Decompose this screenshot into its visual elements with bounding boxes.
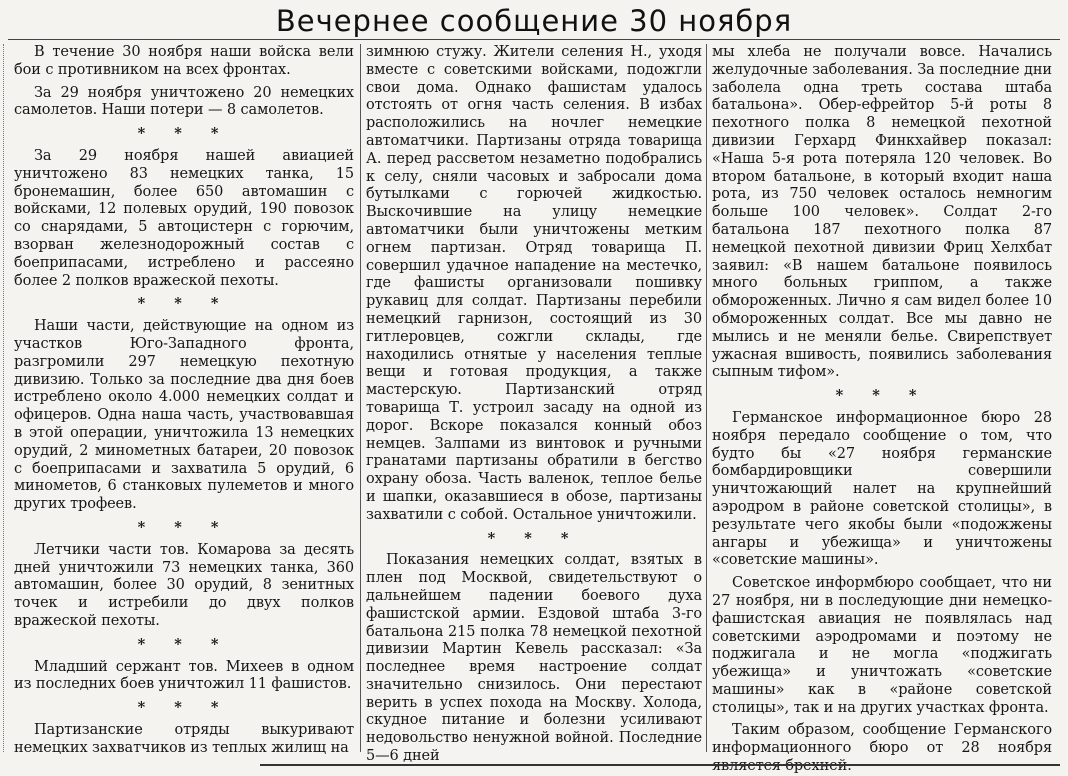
section-separator: * * * — [487, 529, 581, 547]
column-divider — [706, 44, 707, 752]
section-separator: * * * — [137, 699, 231, 717]
column-3 — [712, 44, 1052, 775]
section-separator: * * * — [835, 387, 929, 405]
column-2 — [366, 44, 702, 765]
paragraph: Младший сержант тов. Михеев в одном из последних боев уничтожил 11 фашистов. — [14, 658, 354, 693]
column-divider — [360, 44, 361, 752]
section-separator: * * * — [137, 295, 231, 313]
left-edge-rule — [3, 44, 4, 752]
section-separator: * * * — [137, 518, 231, 536]
paragraph: Партизанские отряды выкуривают немецких захватчиков из теплых жилищ на — [14, 721, 354, 756]
paragraph: Летчики части тов. Комарова за десять дней уничтожили 73 немецких танка, 360 автомашин, более 30 орудий, 8 зенитных точек и истребили до двух полков вражеской пехоты. — [14, 541, 354, 629]
title-rule — [8, 39, 1060, 40]
column-1 — [14, 44, 354, 760]
paragraph: зимнюю стужу. Жители селения Н., уходя вместе с советскими войсками, подожгли свои дома. Однако фашистам удалось отстоять от огня часть селения. В избах расположились на ночлег немецкие автоматчики. Партизаны отряда товарища А. перед рассветом незаметно подобрались к селу, сняли часовых и забросали дома бутылками с горючей жидкостью. Выскочившие на улицу немецкие автоматчики были уничтожены метким огнем партизан. Отряд товарища П. совершил удачное нападение на местечко, где фашисты организовали пошивку рукавиц для солдат. Партизаны перебили немецкий гарнизон, состоящий из 30 гитлеровцев, сожгли склады, где находились отнятые у населения теплые вещи и готовая продукция, а также мастерскую. Партизанский отряд товарища Т. устроил засаду на одной из дорог. Вскоре показался конный обоз немцев. Залпами из винтовок и ручными гранатами партизаны обратили в бегство охрану обоза. Часть валенок, теплое белье и шапки, оказавшиеся в обозе, партизаны захватили с собой. Остальное уничтожили. — [366, 44, 702, 523]
paragraph: Наши части, действующие на одном из участков Юго-Западного фронта, разгромили 297 немецкую пехотную дивизию. Только за последние два дня боев истреблено около 4.000 немецких солдат и офицеров. Одна наша часть, участвовавшая в этой операции, уничтожила 13 немецких орудий, 2 минометных батареи, 20 повозок с боеприпасами и захватила 5 орудий, 6 минометов, 6 станковых пулеметов и много других трофеев. — [14, 318, 354, 513]
page-title: Вечернее сообщение 30 ноября — [275, 4, 793, 38]
paragraph: За 29 ноября нашей авиацией уничтожено 83 немецких танка, 15 бронемашин, более 650 автомашин с войсками, 12 полевых орудий, 190 повозок со снарядами, 5 автоцистерн с горючим, взорван железнодорожный состав с боеприпасами, истреблено и рассеяно более 2 полков вражеской пехоты. — [14, 147, 354, 289]
paragraph: За 29 ноября уничтожено 20 немецких самолетов. Наши потери — 8 самолетов. — [14, 84, 354, 119]
paragraph: Таким образом, сообщение Германского информационного бюро от 28 ноября является брехней. — [712, 722, 1052, 775]
paragraph: Показания немецких солдат, взятых в плен под Москвой, свидетельствуют о дальнейшем падении боевого духа фашистской армии. Ездовой штаба 3-го батальона 215 полка 78 немецкой пехотной дивизии Мартин Кевель рассказал: «За последнее время настроение солдат значительно снизилось. Они перестают верить в успех похода на Москву. Холода, скудное питание и болезни усиливают недовольство ненужной войной. Последние 5—6 дней — [366, 552, 702, 765]
bottom-rule — [260, 764, 1060, 766]
paragraph: Германское информационное бюро 28 ноября передало сообщение о том, что будто бы «27 ноября германские бомбардировщики совершили уничтожающий налет на крупнейший аэродром в районе советской столицы», в результате чего якобы были «подожжены ангары и убежища» и уничтожены «советские машины». — [712, 409, 1052, 569]
paragraph: В течение 30 ноября наши войска вели бои с противником на всех фронтах. — [14, 44, 354, 78]
paragraph: Советское информбюро сообщает, что ни 27 ноября, ни в последующие дни немецко-фашистская авиация не появлялась над советскими аэродромами и поэтому не поджигала и не могла «поджигать убежища» и уничтожать «советские машины» как в «районе советской столицы», так и на других участках фронта. — [712, 575, 1052, 716]
paragraph: мы хлеба не получали вовсе. Начались желудочные заболевания. За последние дни заболела одна треть состава штаба батальона». Обер-ефрейтор 5-й роты 8 пехотного полка 8 немецкой пехотной дивизии Герхард Финкхайвер показал: «Наша 5-я рота потеряла 120 человек. Во втором батальоне, в который входит наша рота, из 750 человек осталось немногим больше 100 человек». Солдат 2-го батальона 187 пехотного полка 87 немецкой пехотной дивизии Фриц Хелхбат заявил: «В нашем батальоне появилось много больных гриппом, а также обмороженных. Лично я сам видел более 10 обмороженных солдат. Все мы давно не мылись и не меняли белье. Свирепствует ужасная вшивость, появились заболевания сыпным тифом». — [712, 44, 1052, 381]
section-separator: * * * — [137, 635, 231, 653]
section-separator: * * * — [137, 125, 231, 143]
